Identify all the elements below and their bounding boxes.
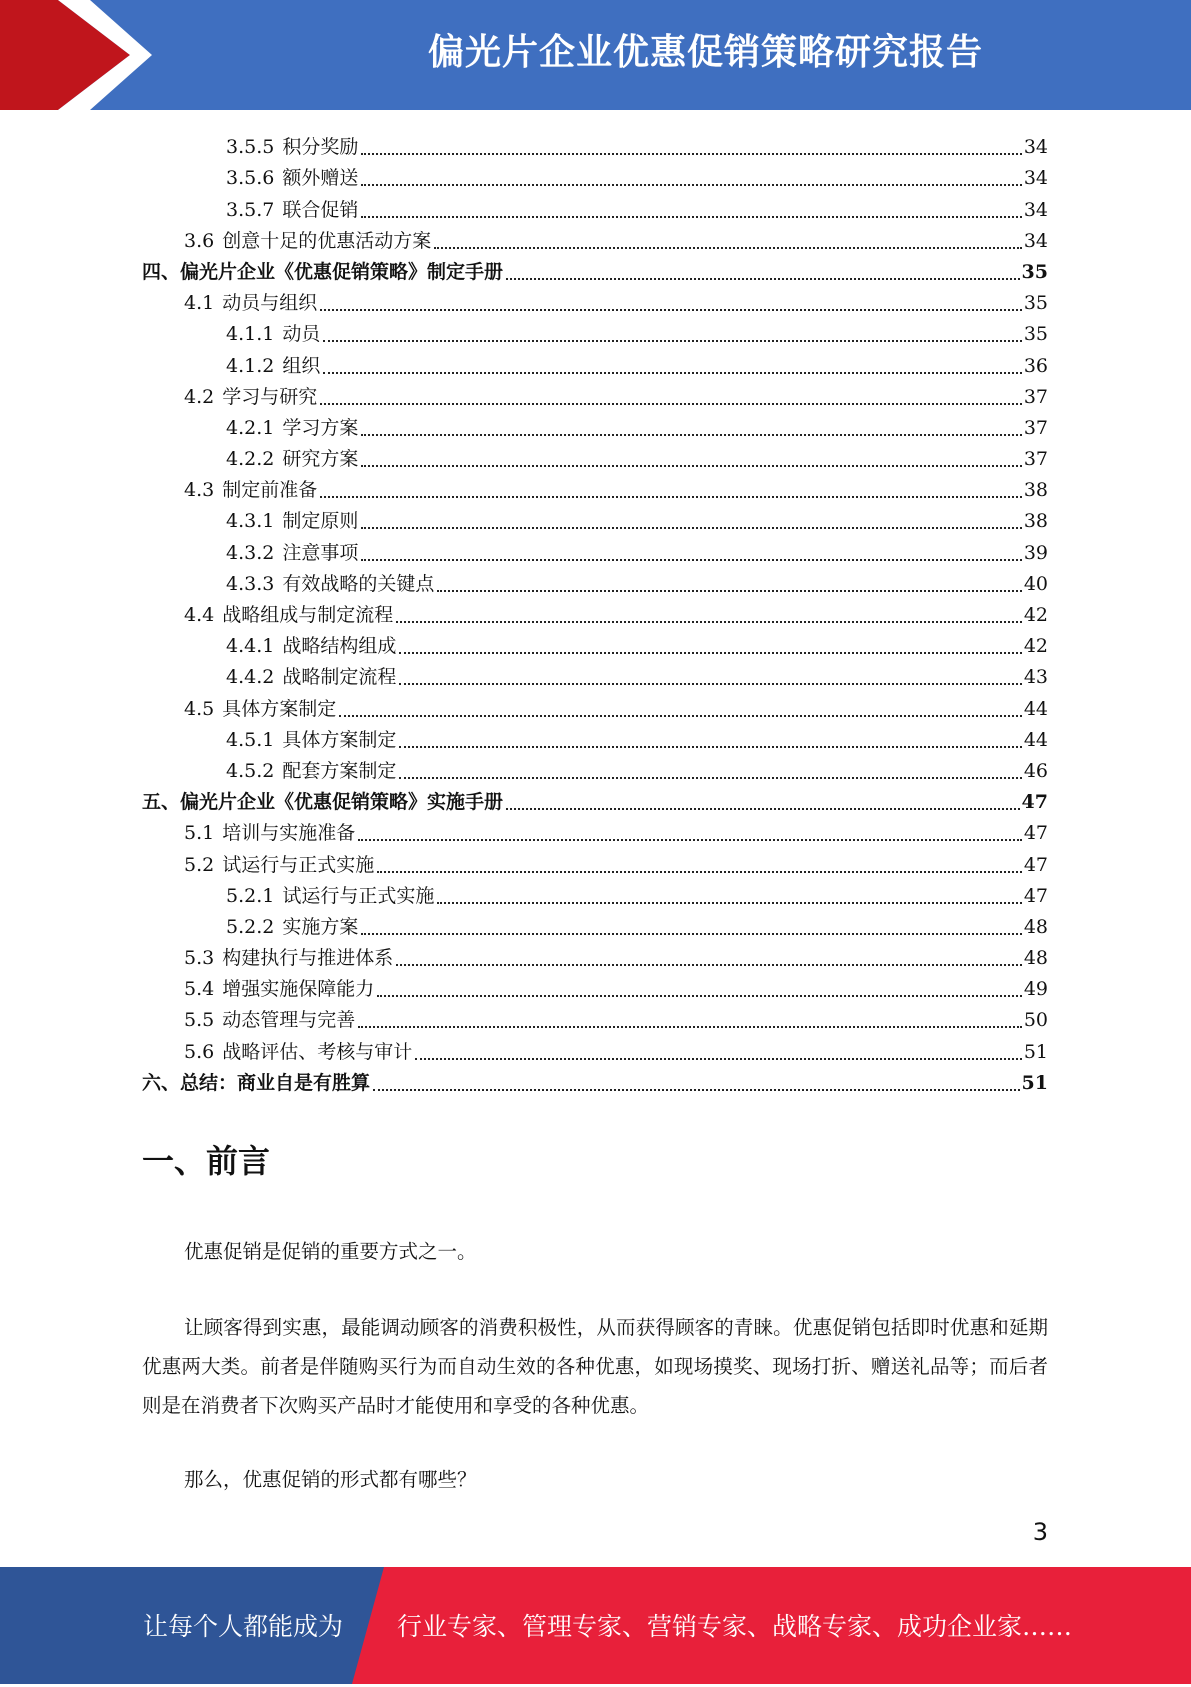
toc-dot-leader: [323, 372, 1021, 374]
toc-entry[interactable]: [142, 566, 1048, 597]
toc-entry[interactable]: [142, 846, 1048, 877]
toc-entry-title: 创意十足的优惠活动方案: [222, 229, 432, 252]
toc-entry-label: [142, 790, 503, 815]
paragraph: 那么，优惠促销的形式都有哪些？: [184, 1468, 477, 1491]
toc-entry-number: 3.5.6: [226, 167, 275, 190]
toc-page-number: 40: [1023, 572, 1048, 595]
toc-entry-title: 战略组成与制定流程: [222, 604, 394, 626]
toc-page-number: 48: [1023, 947, 1048, 970]
toc-entry-title: 制定原则: [282, 510, 359, 533]
toc-page-number: 37: [1023, 448, 1048, 471]
toc-entry-label: [142, 478, 317, 503]
page-number: 3: [1032, 1518, 1048, 1546]
toc-entry-title: 组织: [282, 354, 321, 377]
toc-entry-number: 5.3: [184, 947, 215, 970]
toc-entry-number: 4.5.2: [226, 759, 275, 782]
paragraph: 让顾客得到实惠，最能调动顾客的消费积极性，从而获得顾客的青睐。优惠促销包括即时优惠和延期优惠两大类。前者是伴随购买行为而自动生效的各种优惠，如现场摸奖、现场打折、赠送礼品等；而后者则是在消费者下次购买产品时才能使用和享受的各种优惠。: [142, 1316, 1048, 1417]
toc-entry-label: [142, 166, 358, 191]
toc-entry[interactable]: [142, 940, 1048, 971]
toc-dot-leader: [399, 746, 1021, 748]
toc-entry-title: 战略结构组成: [282, 635, 397, 658]
toc-entry[interactable]: [142, 1065, 1048, 1096]
toc-entry[interactable]: [142, 316, 1048, 347]
toc-entry-label: [142, 260, 503, 285]
toc-entry-number: 5.1: [184, 822, 215, 845]
toc-entry[interactable]: [142, 784, 1048, 815]
toc-dot-leader: [361, 434, 1021, 436]
toc-entry-number: 4.4: [184, 604, 215, 626]
footer-slogan-left: 让每个人都能成为: [143, 1612, 344, 1641]
toc-entry-label: [142, 385, 317, 410]
toc-dot-leader: [396, 964, 1022, 966]
toc-entry-number: 5.5: [184, 1009, 215, 1032]
toc-entry-number: 4.2: [184, 385, 215, 408]
toc-entry-number: 六、: [142, 1071, 181, 1094]
toc-entry-title: 总结：商业自是有胜算: [180, 1071, 371, 1094]
toc-entry-number: 3.5.7: [226, 198, 275, 221]
toc-entry-title: 联合促销: [282, 198, 359, 221]
toc-entry-label: [142, 1040, 412, 1065]
toc-entry-number: 4.5: [184, 697, 215, 720]
toc-dot-leader: [361, 465, 1021, 467]
toc-entry-label: [142, 509, 358, 534]
toc-entry-label: [142, 946, 393, 971]
toc-dot-leader: [320, 309, 1022, 311]
toc-entry-label: [142, 1071, 370, 1096]
toc-dot-leader: [506, 278, 1020, 280]
toc-entry-label: [142, 541, 358, 566]
toc-dot-leader: [377, 995, 1022, 997]
toc-entry-label: [142, 291, 317, 316]
page-footer: [0, 1567, 1191, 1684]
toc-entry-title: 战略制定流程: [282, 666, 397, 689]
toc-entry-number: 5.2.2: [226, 915, 275, 938]
toc-page-number: 43: [1023, 666, 1048, 689]
toc-dot-leader: [399, 777, 1021, 779]
toc-entry-number: 4.3: [184, 479, 215, 502]
toc-entry-title: 学习与研究: [222, 385, 318, 408]
toc-dot-leader: [320, 403, 1022, 405]
toc-page-number: 34: [1023, 198, 1048, 221]
toc-entry[interactable]: [142, 534, 1048, 565]
toc-entry-label: [142, 572, 434, 597]
toc-page-number: 38: [1023, 510, 1048, 533]
toc-entry-number: 4.5.1: [226, 728, 275, 751]
toc-entry-label: [142, 884, 434, 909]
toc-page-number: 36: [1023, 354, 1048, 377]
toc-entry-label: [142, 322, 320, 347]
toc-entry[interactable]: [142, 753, 1048, 784]
toc-dot-leader: [399, 652, 1021, 654]
toc-entry-number: 4.3.3: [226, 572, 275, 595]
toc-page-number: 37: [1023, 416, 1048, 439]
toc-entry-label: [142, 665, 396, 690]
toc-page-number: 51: [1023, 1040, 1048, 1063]
toc-dot-leader: [361, 216, 1021, 218]
toc-page-number: 34: [1023, 167, 1048, 190]
toc-entry-title: 动员与组织: [222, 292, 318, 315]
section-heading: 一、前言: [142, 1142, 271, 1180]
toc-page-number: 37: [1023, 385, 1048, 408]
paragraph: 优惠促销是促销的重要方式之一。: [184, 1240, 477, 1263]
toc-page-number: 47: [1023, 884, 1048, 907]
toc-entry-number: 5.6: [184, 1040, 215, 1063]
toc-entry-title: 试运行与正式实施: [282, 884, 435, 907]
toc-dot-leader: [358, 839, 1022, 841]
toc-entry-number: 3.6: [184, 229, 215, 252]
toc-entry[interactable]: [142, 1033, 1048, 1064]
toc-entry-label: [142, 821, 355, 846]
toc-dot-leader: [358, 1026, 1022, 1028]
toc-page-number: 42: [1023, 635, 1048, 658]
toc-entry-label: [142, 447, 358, 472]
toc-entry-label: [142, 229, 431, 254]
toc-page-number: 51: [1021, 1071, 1048, 1094]
page-header: [0, 0, 1191, 110]
toc-entry-label: [142, 1008, 355, 1033]
toc-entry-number: 4.1.1: [226, 323, 275, 346]
toc-entry[interactable]: [142, 1002, 1048, 1033]
toc-entry-number: 4.4.1: [226, 635, 275, 658]
toc-dot-leader: [415, 1058, 1022, 1060]
toc-page-number: 49: [1023, 978, 1048, 1001]
toc-entry-number: 4.3.2: [226, 541, 275, 564]
header-arrow-decoration: [0, 0, 160, 110]
toc-dot-leader: [320, 496, 1022, 498]
toc-entry-label: [142, 416, 358, 441]
toc-entry[interactable]: [142, 659, 1048, 690]
toc-dot-leader: [377, 871, 1022, 873]
toc-entry[interactable]: [142, 971, 1048, 1002]
toc-page-number: 47: [1023, 822, 1048, 845]
toc-entry-label: [142, 977, 374, 1002]
toc-page-number: 47: [1021, 791, 1048, 814]
toc-dot-leader: [373, 1089, 1020, 1091]
toc-entry-number: 3.5.5: [226, 136, 275, 159]
toc-entry-label: [142, 354, 320, 379]
toc-entry-title: 注意事项: [282, 541, 359, 564]
toc-entry-title: 动员: [282, 323, 321, 346]
toc-entry-number: 四、: [142, 260, 181, 283]
toc-entry-number: 4.2.1: [226, 416, 275, 439]
toc-entry-title: 偏光片企业《优惠促销策略》实施手册: [180, 791, 504, 814]
toc-page-number: 50: [1023, 1009, 1048, 1032]
toc-entry-title: 实施方案: [282, 915, 359, 938]
toc-entry-title: 战略评估、考核与审计: [222, 1040, 413, 1063]
toc-dot-leader: [434, 247, 1022, 249]
toc-entry-number: 5.2: [184, 853, 215, 876]
toc-entry-label: [142, 697, 336, 722]
toc-dot-leader: [437, 902, 1021, 904]
toc-entry[interactable]: [142, 191, 1048, 222]
toc-page-number: 38: [1023, 479, 1048, 502]
toc-entry[interactable]: [142, 722, 1048, 753]
toc-entry-title: 额外赠送: [282, 167, 359, 190]
toc-entry-title: 制定前准备: [222, 479, 318, 502]
toc-dot-leader: [339, 715, 1022, 717]
toc-entry-number: 4.1.2: [226, 354, 275, 377]
toc-entry-label: [142, 603, 393, 628]
toc-entry-label: [142, 915, 358, 940]
toc-entry-title: 动态管理与完善: [222, 1009, 356, 1032]
toc-page-number: 34: [1023, 136, 1048, 159]
toc-entry-title: 试运行与正式实施: [222, 853, 375, 876]
toc-entry-title: 配套方案制定: [282, 759, 397, 782]
toc-entry-number: 4.1: [184, 292, 215, 315]
toc-entry[interactable]: [142, 909, 1048, 940]
toc-entry[interactable]: [142, 815, 1048, 846]
toc-entry-number: 4.2.2: [226, 448, 275, 471]
toc-entry[interactable]: [142, 597, 1048, 628]
toc-dot-leader: [361, 559, 1021, 561]
toc-dot-leader: [399, 683, 1021, 685]
toc-dot-leader: [361, 527, 1021, 529]
toc-entry-title: 增强实施保障能力: [222, 978, 375, 1001]
toc-page-number: 35: [1023, 323, 1048, 346]
toc-entry-number: 5.4: [184, 978, 215, 1001]
toc-entry[interactable]: [142, 503, 1048, 534]
toc-page-number: 42: [1023, 604, 1048, 626]
toc-entry[interactable]: [142, 285, 1048, 316]
toc-page-number: 47: [1023, 853, 1048, 876]
toc-entry-title: 积分奖励: [282, 136, 359, 159]
toc-page-number: 35: [1021, 260, 1048, 283]
toc-dot-leader: [361, 933, 1021, 935]
toc-dot-leader: [323, 340, 1021, 342]
toc-dot-leader: [361, 153, 1021, 155]
toc-entry-title: 具体方案制定: [282, 728, 397, 751]
toc-entry-title: 研究方案: [282, 448, 359, 471]
toc-entry-title: 偏光片企业《优惠促销策略》制定手册: [180, 260, 504, 283]
toc-entry-title: 构建执行与推进体系: [222, 947, 394, 970]
toc-entry-number: 五、: [142, 791, 181, 814]
toc-entry[interactable]: [142, 347, 1048, 378]
toc-entry-title: 培训与实施准备: [222, 822, 356, 845]
footer-slogan-right: 行业专家、管理专家、营销专家、战略专家、成功企业家……: [397, 1612, 1073, 1641]
toc-page-number: 44: [1023, 697, 1048, 720]
toc-entry[interactable]: [142, 410, 1048, 441]
toc-entry-number: 4.4.2: [226, 666, 275, 689]
toc-entry-label: [142, 135, 358, 160]
toc-page-number: 34: [1023, 229, 1048, 252]
table-of-contents: [142, 129, 1048, 1096]
toc-entry[interactable]: [142, 628, 1048, 659]
toc-entry-title: 有效战略的关键点: [282, 572, 435, 595]
toc-entry-label: [142, 853, 374, 878]
toc-dot-leader: [396, 621, 1022, 623]
toc-entry[interactable]: [142, 129, 1048, 160]
toc-entry[interactable]: [142, 254, 1048, 285]
toc-entry[interactable]: [142, 379, 1048, 410]
toc-dot-leader: [506, 808, 1020, 810]
toc-entry-label: [142, 728, 396, 753]
toc-entry[interactable]: [142, 878, 1048, 909]
toc-entry-number: 4.3.1: [226, 510, 275, 533]
toc-dot-leader: [437, 590, 1021, 592]
toc-entry[interactable]: [142, 690, 1048, 721]
toc-entry[interactable]: [142, 223, 1048, 254]
toc-page-number: 48: [1023, 915, 1048, 938]
toc-entry[interactable]: [142, 472, 1048, 503]
toc-page-number: 44: [1023, 728, 1048, 751]
toc-entry[interactable]: [142, 441, 1048, 472]
toc-page-number: 46: [1023, 759, 1048, 782]
toc-page-number: 39: [1023, 541, 1048, 564]
toc-dot-leader: [361, 184, 1021, 186]
toc-entry[interactable]: [142, 160, 1048, 191]
toc-entry-label: [142, 759, 396, 784]
header-title: 偏光片企业优惠促销策略研究报告: [427, 32, 983, 73]
toc-entry-title: 学习方案: [282, 416, 359, 439]
toc-entry-title: 具体方案制定: [222, 697, 337, 720]
toc-entry-label: [142, 634, 396, 659]
toc-page-number: 35: [1023, 292, 1048, 315]
toc-entry-label: [142, 198, 358, 223]
toc-entry-number: 5.2.1: [226, 884, 275, 907]
